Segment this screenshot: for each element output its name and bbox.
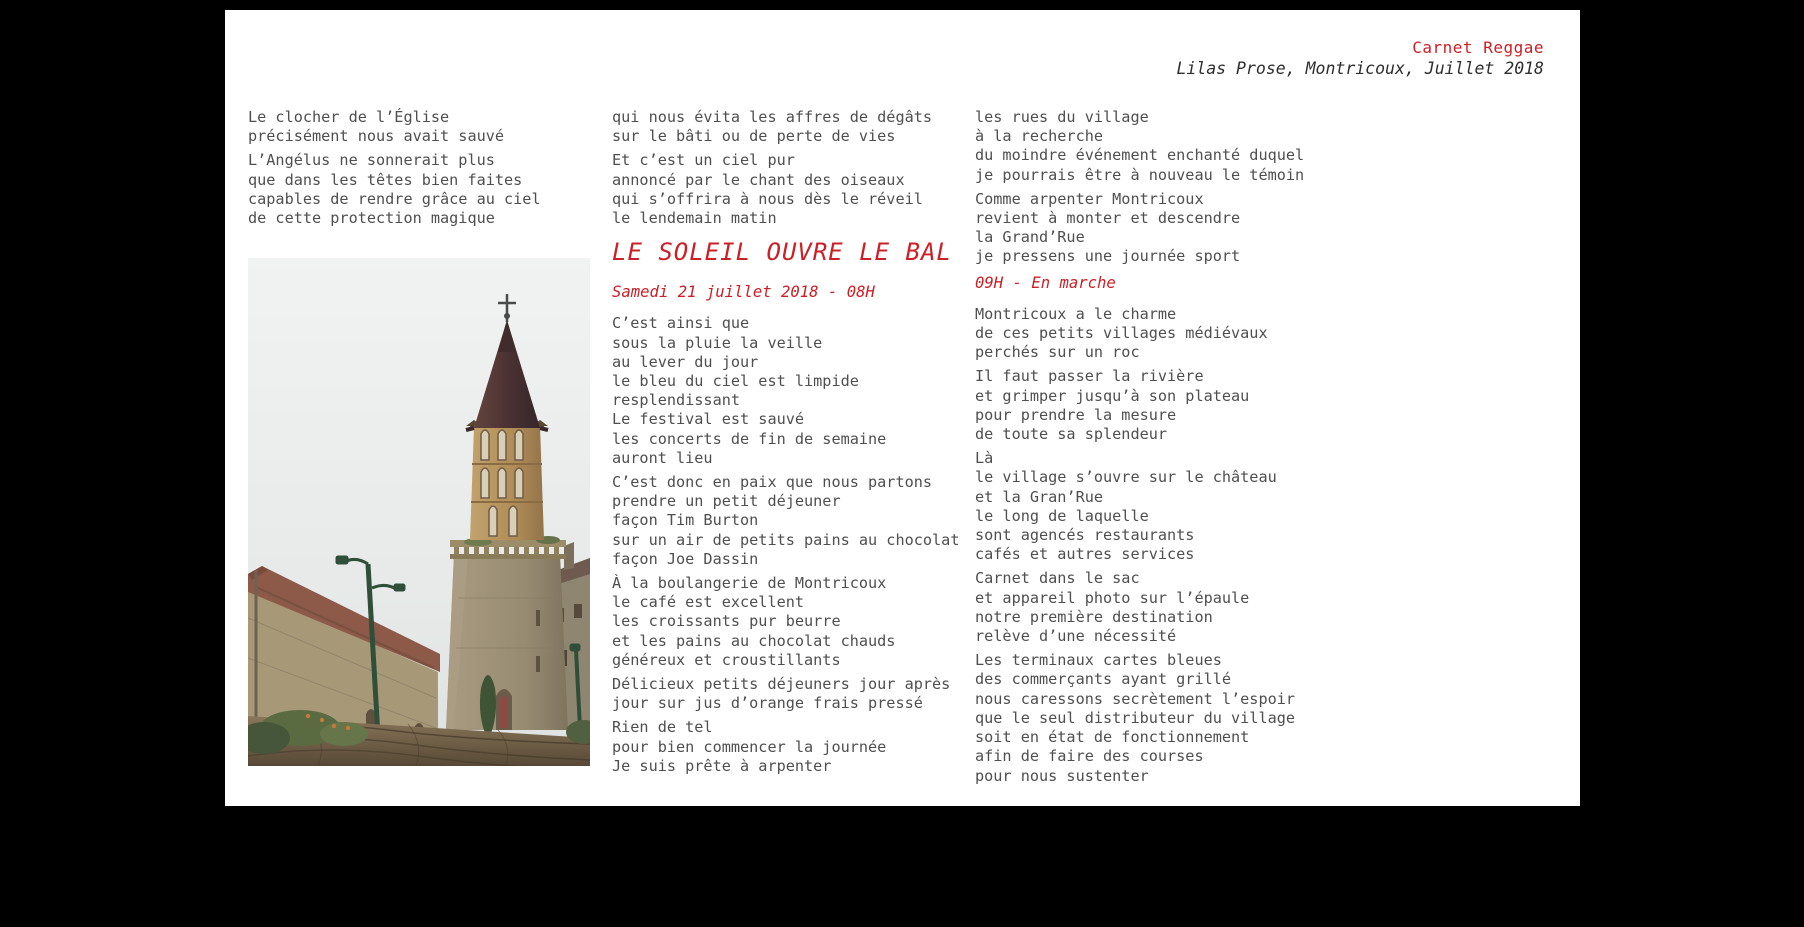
section-subtitle: Samedi 21 juillet 2018 - 08H: [612, 283, 875, 302]
text-line: du moindre événement enchanté duquel: [975, 146, 1305, 165]
text-line: et grimper jusqu’à son plateau: [975, 386, 1250, 405]
text-line: nous caressons secrètement l’espoir: [975, 689, 1296, 708]
church-photo-illustration: [248, 258, 590, 766]
column-left: [248, 108, 593, 233]
text-line: auront lieu: [612, 448, 713, 467]
page-header: [1176, 38, 1544, 79]
text-line: resplendissant: [612, 391, 741, 410]
text-line: C’est donc en paix que nous partons: [612, 473, 933, 492]
text-line: C’est ainsi que: [612, 314, 750, 333]
paragraph: [612, 718, 968, 776]
text-line: Je suis prête à arpenter: [612, 756, 832, 775]
text-line: sont agencés restaurants: [975, 526, 1195, 545]
section-subtitle: 09H - En marche: [975, 273, 1116, 292]
text-line: des commerçants ayant grillé: [975, 670, 1232, 689]
text-line: façon Tim Burton: [612, 511, 759, 530]
text-line: je pressens une journée sport: [975, 247, 1241, 266]
text-line: L’Angélus ne sonnerait plus: [248, 151, 495, 170]
text-line: de cette protection magique: [248, 209, 495, 228]
text-line: revient à monter et descendre: [975, 209, 1241, 228]
text-line: Il faut passer la rivière: [975, 367, 1204, 386]
text-line: qui s’offrira à nous dès le réveil: [612, 189, 923, 208]
text-line: façon Joe Dassin: [612, 549, 759, 568]
text-line: de ces petits villages médiévaux: [975, 324, 1268, 343]
text-line: les concerts de fin de semaine: [612, 429, 887, 448]
text-line: et la Gran’Rue: [975, 487, 1104, 506]
text-line: la Grand’Rue: [975, 228, 1085, 247]
tower-stone-base: [446, 554, 568, 730]
text-line: sous la pluie la veille: [612, 333, 823, 352]
text-line: cafés et autres services: [975, 545, 1195, 564]
text-line: le long de laquelle: [975, 506, 1149, 525]
church-photo: [248, 258, 590, 766]
paragraph: [248, 151, 593, 228]
text-line: notre première destination: [975, 607, 1213, 626]
paragraph: [975, 305, 1335, 363]
text-line: relève d’une nécessité: [975, 627, 1177, 646]
text-line: pour nous sustenter: [975, 766, 1149, 785]
paragraph: [975, 569, 1335, 646]
text-line: le lendemain matin: [612, 209, 777, 228]
text-line: jour sur jus d’orange frais pressé: [612, 694, 923, 713]
text-line: pour bien commencer la journée: [612, 737, 887, 756]
text-line: prendre un petit déjeuner: [612, 492, 841, 511]
text-line: soit en état de fonctionnement: [975, 728, 1250, 747]
text-line: Les terminaux cartes bleues: [975, 651, 1222, 670]
paragraph: [612, 151, 968, 228]
text-line: annoncé par le chant des oiseaux: [612, 170, 905, 189]
text-line: Montricoux a le charme: [975, 304, 1177, 323]
text-line: le village s’ouvre sur le château: [975, 468, 1277, 487]
journal-byline: Lilas Prose, Montricoux, Juillet 2018: [1176, 59, 1544, 78]
text-line: Rien de tel: [612, 718, 713, 737]
text-line: généreux et croustillants: [612, 650, 841, 669]
text-line: qui nous évita les affres de dégâts: [612, 108, 933, 126]
paragraph: [975, 190, 1335, 267]
text-line: À la boulangerie de Montricoux: [612, 574, 887, 593]
text-line: Le clocher de l’Église: [248, 108, 450, 126]
text-line: au lever du jour: [612, 352, 759, 371]
text-line: pour prendre la mesure: [975, 405, 1177, 424]
text-line: que le seul distributeur du village: [975, 708, 1296, 727]
journal-page: [225, 10, 1580, 806]
text-line: de toute sa splendeur: [975, 425, 1168, 444]
paragraph: [612, 314, 968, 468]
journal-title: Carnet Reggae: [1412, 38, 1544, 57]
paragraph: [975, 449, 1335, 564]
text-line: le bleu du ciel est limpide: [612, 372, 859, 391]
text-line: perchés sur un roc: [975, 343, 1140, 362]
text-line: et les pains au chocolat chauds: [612, 631, 896, 650]
text-line: les rues du village: [975, 108, 1149, 126]
text-line: les croissants pur beurre: [612, 612, 841, 631]
paragraph: [612, 675, 968, 713]
text-line: je pourrais être à nouveau le témoin: [975, 165, 1305, 184]
paragraph: [975, 367, 1335, 444]
text-line: Carnet dans le sac: [975, 569, 1140, 588]
paragraph: [612, 108, 968, 146]
paragraph: [975, 108, 1335, 185]
text-line: Délicieux petits déjeuners jour après: [612, 675, 951, 694]
text-line: Là: [975, 449, 994, 468]
paragraph: [248, 108, 593, 146]
text-line: précisément nous avait sauvé: [248, 127, 505, 146]
text-line: Et c’est un ciel pur: [612, 151, 795, 170]
column-middle: [612, 108, 968, 781]
text-line: et appareil photo sur l’épaule: [975, 588, 1250, 607]
text-line: à la recherche: [975, 127, 1104, 146]
paragraph: [612, 574, 968, 670]
paragraph: [612, 473, 968, 569]
text-line: capables de rendre grâce au ciel: [248, 189, 541, 208]
text-line: Comme arpenter Montricoux: [975, 189, 1204, 208]
text-line: le café est excellent: [612, 593, 805, 612]
text-line: afin de faire des courses: [975, 747, 1204, 766]
section-title: LE SOLEIL OUVRE LE BAL: [612, 238, 952, 267]
text-line: que dans les têtes bien faites: [248, 170, 523, 189]
column-right: [975, 108, 1335, 791]
text-line: sur le bâti ou de perte de vies: [612, 127, 896, 146]
text-line: Le festival est sauvé: [612, 410, 805, 429]
paragraph: [975, 651, 1335, 785]
brick-belfry: [466, 420, 548, 540]
text-line: sur un air de petits pains au chocolat: [612, 530, 960, 549]
